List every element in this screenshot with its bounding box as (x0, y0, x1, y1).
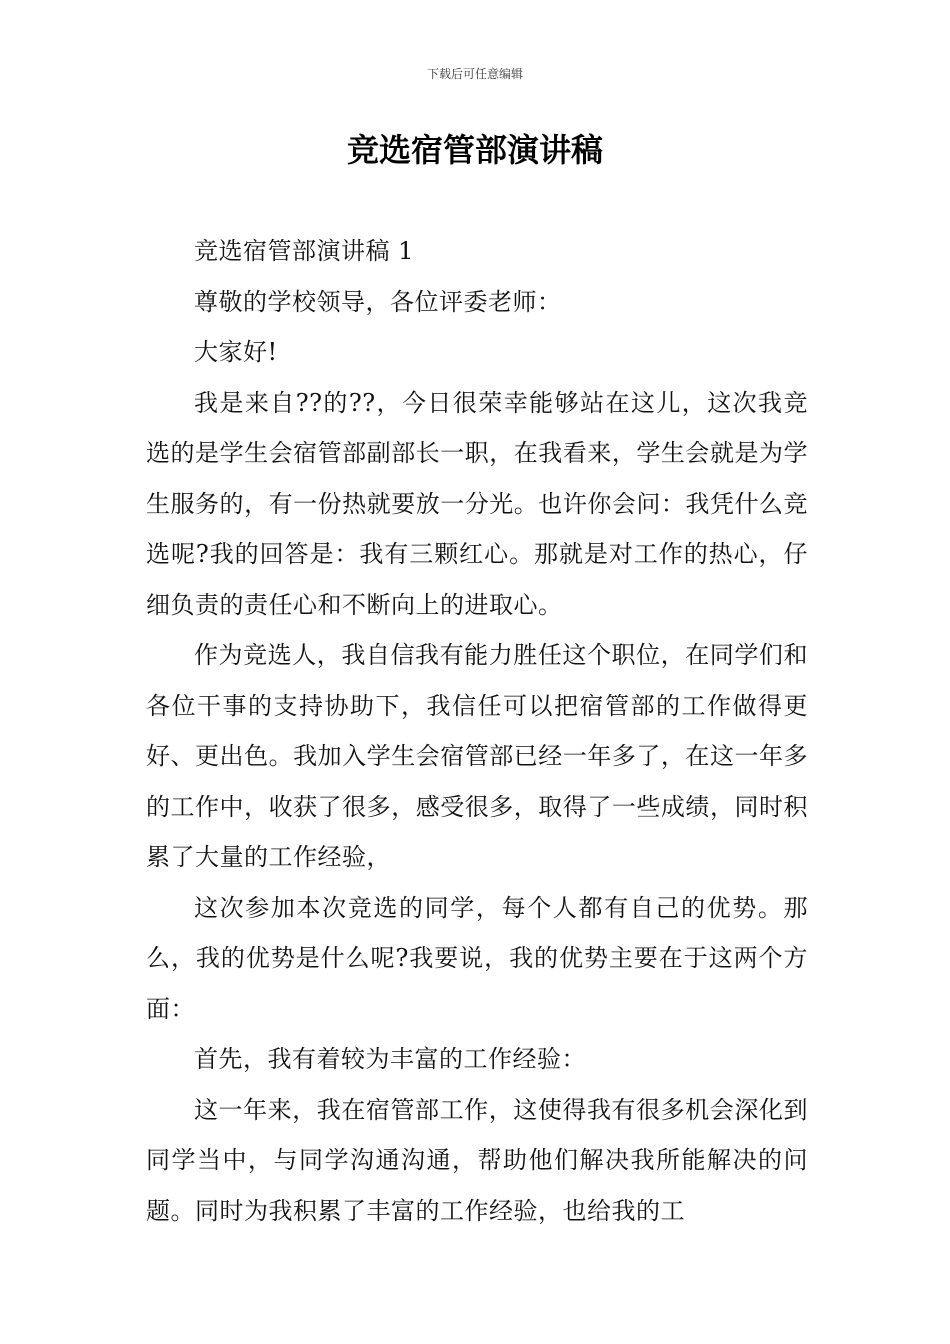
document-title: 竞选宿管部演讲稿 (346, 131, 603, 169)
paragraph: 竞选宿管部演讲稿 1 (194, 237, 414, 265)
paragraph: 我是来自??的??，今日很荣幸能够站在这儿，这次我竞选的是学生会宿管部副部长一职，在我看来，学生会就是为学生服务的，有一份热就要放一分光。也许你会问：我凭什么竞选呢?我的回答是：我有三颗红心。那就是对工作的热心，仔细负责的责任心和不断向上的进取心。 (146, 388, 808, 619)
paragraph: 这一年来，我在宿管部工作，这使得我有很多机会深化到同学当中，与同学沟通沟通，帮助他们解决我所能解决的问题。同时为我积累了丰富的工作经验，也给我的工 (146, 1095, 808, 1225)
paragraph: 尊敬的学校领导，各位评委老师： (194, 287, 562, 316)
paragraph: 大家好! (194, 338, 278, 366)
paragraph: 首先，我有着较为丰富的工作经验： (194, 1045, 586, 1073)
paragraph: 这次参加本次竞选的同学，每个人都有自己的优势。那么，我的优势是什么呢?我要说，我的优势主要在于这两个方面： (146, 893, 808, 1023)
document-body (146, 226, 808, 1236)
page-header-note: 下载后可任意编辑 (426, 67, 523, 81)
paragraph: 作为竞选人，我自信我有能力胜任这个职位，在同学们和各位干事的支持协助下，我信任可以把宿管部的工作做得更好、更出色。我加入学生会宿管部已经一年多了，在这一年多的工作中，收获了很多，感受很多，取得了一些成绩，同时积累了大量的工作经验， (146, 641, 808, 871)
